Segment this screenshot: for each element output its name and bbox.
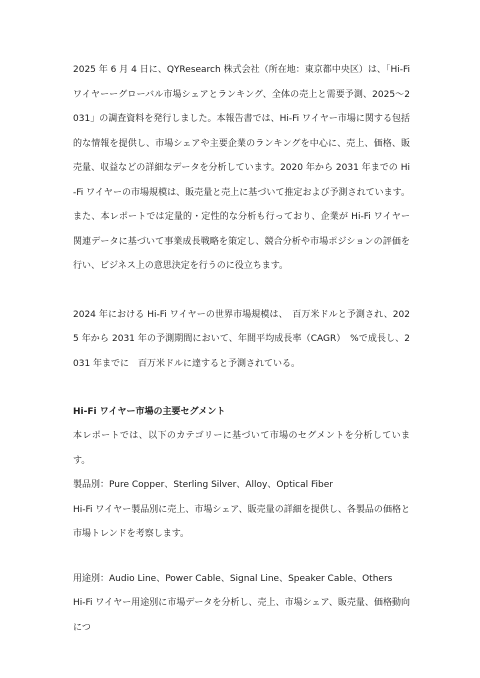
segment-heading: Hi-Fi ワイヤー市場の主要セグメント bbox=[73, 407, 226, 417]
product-segment-label: 製品別：Pure Copper、Sterling Silver、Alloy、Optical Fiber bbox=[73, 480, 333, 490]
application-segment-description: Hi-Fi ワイヤー用途別に市場データを分析し、売上、市場シェア、販売量、価格動向につ bbox=[73, 598, 410, 633]
product-segment-description: Hi-Fi ワイヤー製品別に売上、市場シェア、販売量の詳細を提供し、各製品の価格と市場トレンドを考察します。 bbox=[73, 504, 410, 539]
segment-intro: 本レポートでは、以下のカテゴリーに基づいて市場のセグメントを分析しています。 bbox=[73, 431, 410, 466]
application-segment-label: 用途別：Audio Line、Power Cable、Signal Line、Speaker Cable、Others bbox=[73, 573, 393, 584]
intro-paragraph: 2025 年 6 月 4 日に、QYResearch 株式会社（所在地：東京都中央区）は、「Hi-Fi ワイヤーーグローバル市場シェアとランキング、全体の売上と需要予測、2025～2031」の調査資料を発行しました。本報告書では、Hi-Fi ワイヤー市場に関する包括的な情報を提供し、市場シェアや主要企業のランキングを中心に、売上、価格、販売量、収益などの詳細なデータを分析しています。2020 年から 2031 年までの Hi-Fi ワイヤーの市場規模は、販売量と売上に基づいて推定および予測されています。また、本レポートでは定量的・定性的な分析も行っており、企業が Hi-Fi ワイヤー関連データに基づいて事業成長戦略を策定し、競合分析や市場ポジションの評価を行い、ビジネス上の意思決定を行うのに役立ちます。 bbox=[73, 65, 410, 271]
market-size-paragraph: 2024 年における Hi-Fi ワイヤーの世界市場規模は、 百万米ドルと予測され、2025 年から 2031 年の予測期間において、年間平均成長率（CAGR） %で成長し、2031 年までに 百万米ドルに達すると予測されている。 bbox=[73, 309, 410, 369]
